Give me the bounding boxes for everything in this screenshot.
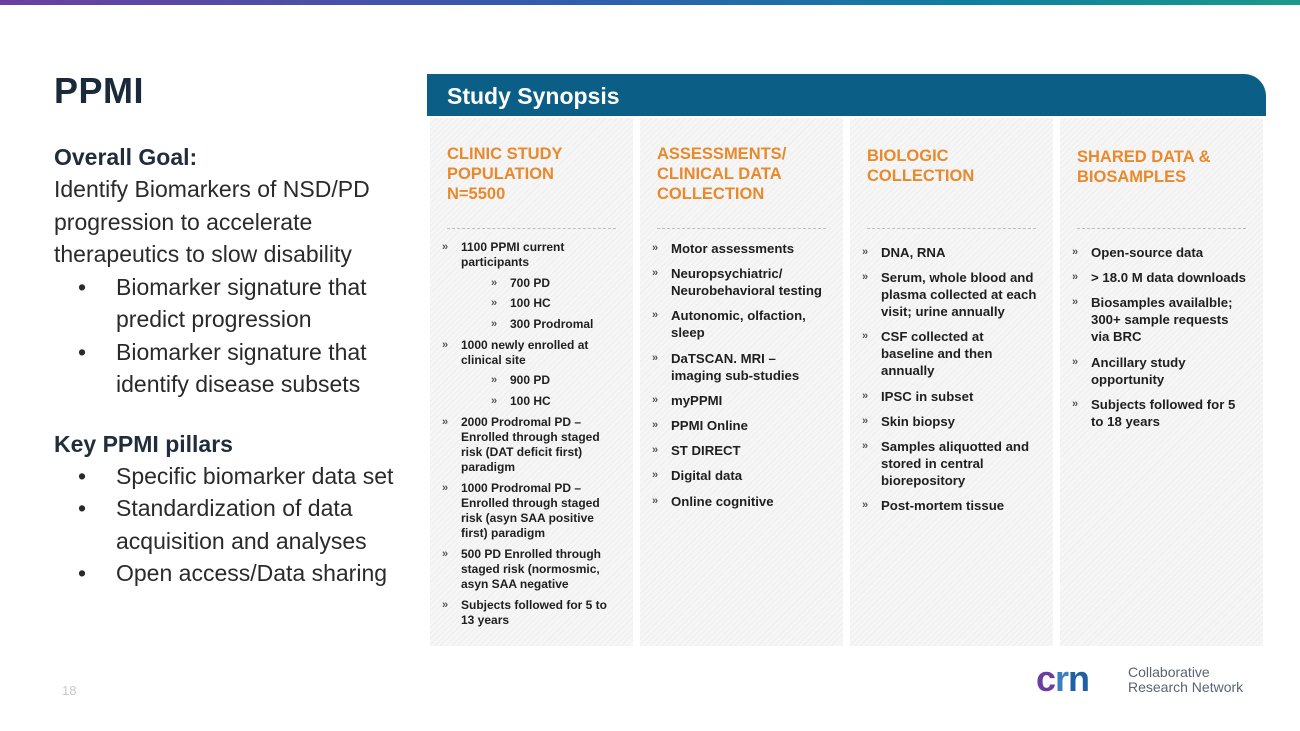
panel-heading: SHARED DATA & BIOSAMPLES [1077, 148, 1211, 186]
panel-list [442, 240, 619, 634]
list-item: » Samples aliquotted and stored in central biorepository [862, 438, 1030, 488]
panel-list [862, 244, 1039, 522]
goal-bullet: • Biomarker signature that predict progression [78, 273, 367, 332]
panel-divider [657, 228, 826, 229]
study-synopsis-title: Study Synopsis [447, 83, 620, 109]
logo-line1: Collaborative [1128, 664, 1210, 680]
list-item: » Digital data [652, 468, 743, 484]
key-pillars-heading: Key PPMI pillars [54, 430, 233, 457]
panel-heading: BIOLOGIC COLLECTION [867, 147, 975, 185]
overall-goal-text: Identify Biomarkers of NSD/PD progression to accelerate therapeutics to slow disability [54, 176, 370, 267]
pillars-bullet-list [78, 460, 404, 590]
left-column [54, 62, 404, 590]
list-item: » Biosamples availalble; 300+ sample requests via BRC [1072, 295, 1233, 345]
list-item: » Motor assessments [652, 241, 795, 256]
list-subitem: » 700 PD [491, 275, 551, 290]
list-subitem: » 300 Prodromal [491, 316, 594, 331]
list-item: » myPPMI [652, 392, 723, 408]
pillar-bullet: • Specific biomarker data set [78, 462, 394, 489]
pillar-bullet: • Standardization of data acquisition and analyses [78, 495, 367, 554]
list-item: » Online cognitive [652, 493, 774, 509]
list-item: » 2000 Prodromal PD – Enrolled through staged risk (DAT deficit first) paradigm [442, 414, 600, 475]
list-item: » Serum, whole blood and plasma collected at each visit; urine annually [862, 270, 1037, 320]
logo-line2: Research Network [1128, 679, 1244, 695]
list-subitem: » 100 HC [491, 296, 551, 311]
list-subitem: » 100 HC [491, 393, 551, 408]
panel-shared-data-biosamples [1060, 118, 1263, 646]
list-subitem: » 900 PD [491, 373, 551, 388]
svg-text:crn: crn [1036, 662, 1090, 698]
list-item: » Post-mortem tissue [862, 498, 1005, 514]
panel-divider [867, 228, 1036, 229]
list-item: » DNA, RNA [862, 245, 946, 260]
list-item: » IPSC in subset [862, 388, 974, 404]
list-item: » 1100 PPMI current participants [442, 240, 565, 270]
page-number: 18 [62, 683, 77, 698]
goal-bullet: • Biomarker signature that identify disease subsets [78, 338, 367, 397]
list-item: » Neuropsychiatric/ Neurobehavioral testing [652, 266, 822, 299]
panel-clinic-study-population [430, 118, 633, 646]
list-item: » Autonomic, olfaction, sleep [652, 308, 806, 341]
top-accent-bar [0, 0, 1300, 5]
panel-biologic-collection [850, 118, 1053, 646]
panel-list [1072, 244, 1249, 438]
list-item: » ST DIRECT [652, 443, 741, 459]
list-item: » CSF collected at baseline and then annually [862, 329, 993, 379]
list-item: » PPMI Online [652, 417, 748, 433]
crn-logo [1036, 662, 1246, 702]
pillar-bullet: • Open access/Data sharing [78, 560, 388, 586]
panel-divider [1077, 228, 1246, 229]
list-item: » Subjects followed for 5 to 18 years [1072, 396, 1236, 429]
logo-text [1128, 665, 1243, 695]
goal-bullet-list [78, 271, 404, 401]
panel-assessments-clinical-data [640, 118, 843, 646]
panel-heading: CLINIC STUDY POPULATION N=5500 [447, 145, 563, 203]
crn-logo-mark-icon [1036, 662, 1124, 698]
panel-heading: ASSESSMENTS/ CLINICAL DATA COLLECTION [657, 145, 787, 203]
page-title: PPMI [54, 70, 145, 111]
panel-divider [447, 228, 616, 229]
list-item: » 500 PD Enrolled through staged risk (normosmic, asyn SAA negative [442, 546, 602, 592]
list-item: » Skin biopsy [862, 413, 956, 429]
study-synopsis-header [427, 74, 1266, 116]
panel-list [652, 240, 829, 518]
overall-goal-heading: Overall Goal: [54, 144, 198, 170]
list-item: » 1000 newly enrolled at clinical site [442, 337, 589, 367]
list-item: » Subjects followed for 5 to 13 years [442, 597, 608, 628]
list-item: » Open-source data [1072, 245, 1204, 260]
list-item: » DaTSCAN. MRI – imaging sub-studies [652, 350, 800, 383]
list-item: » > 18.0 M data downloads [1072, 270, 1246, 286]
list-item: » Ancillary study opportunity [1072, 354, 1186, 387]
list-item: » 1000 Prodromal PD – Enrolled through staged risk (asyn SAA positive first) paradigm [442, 480, 600, 541]
